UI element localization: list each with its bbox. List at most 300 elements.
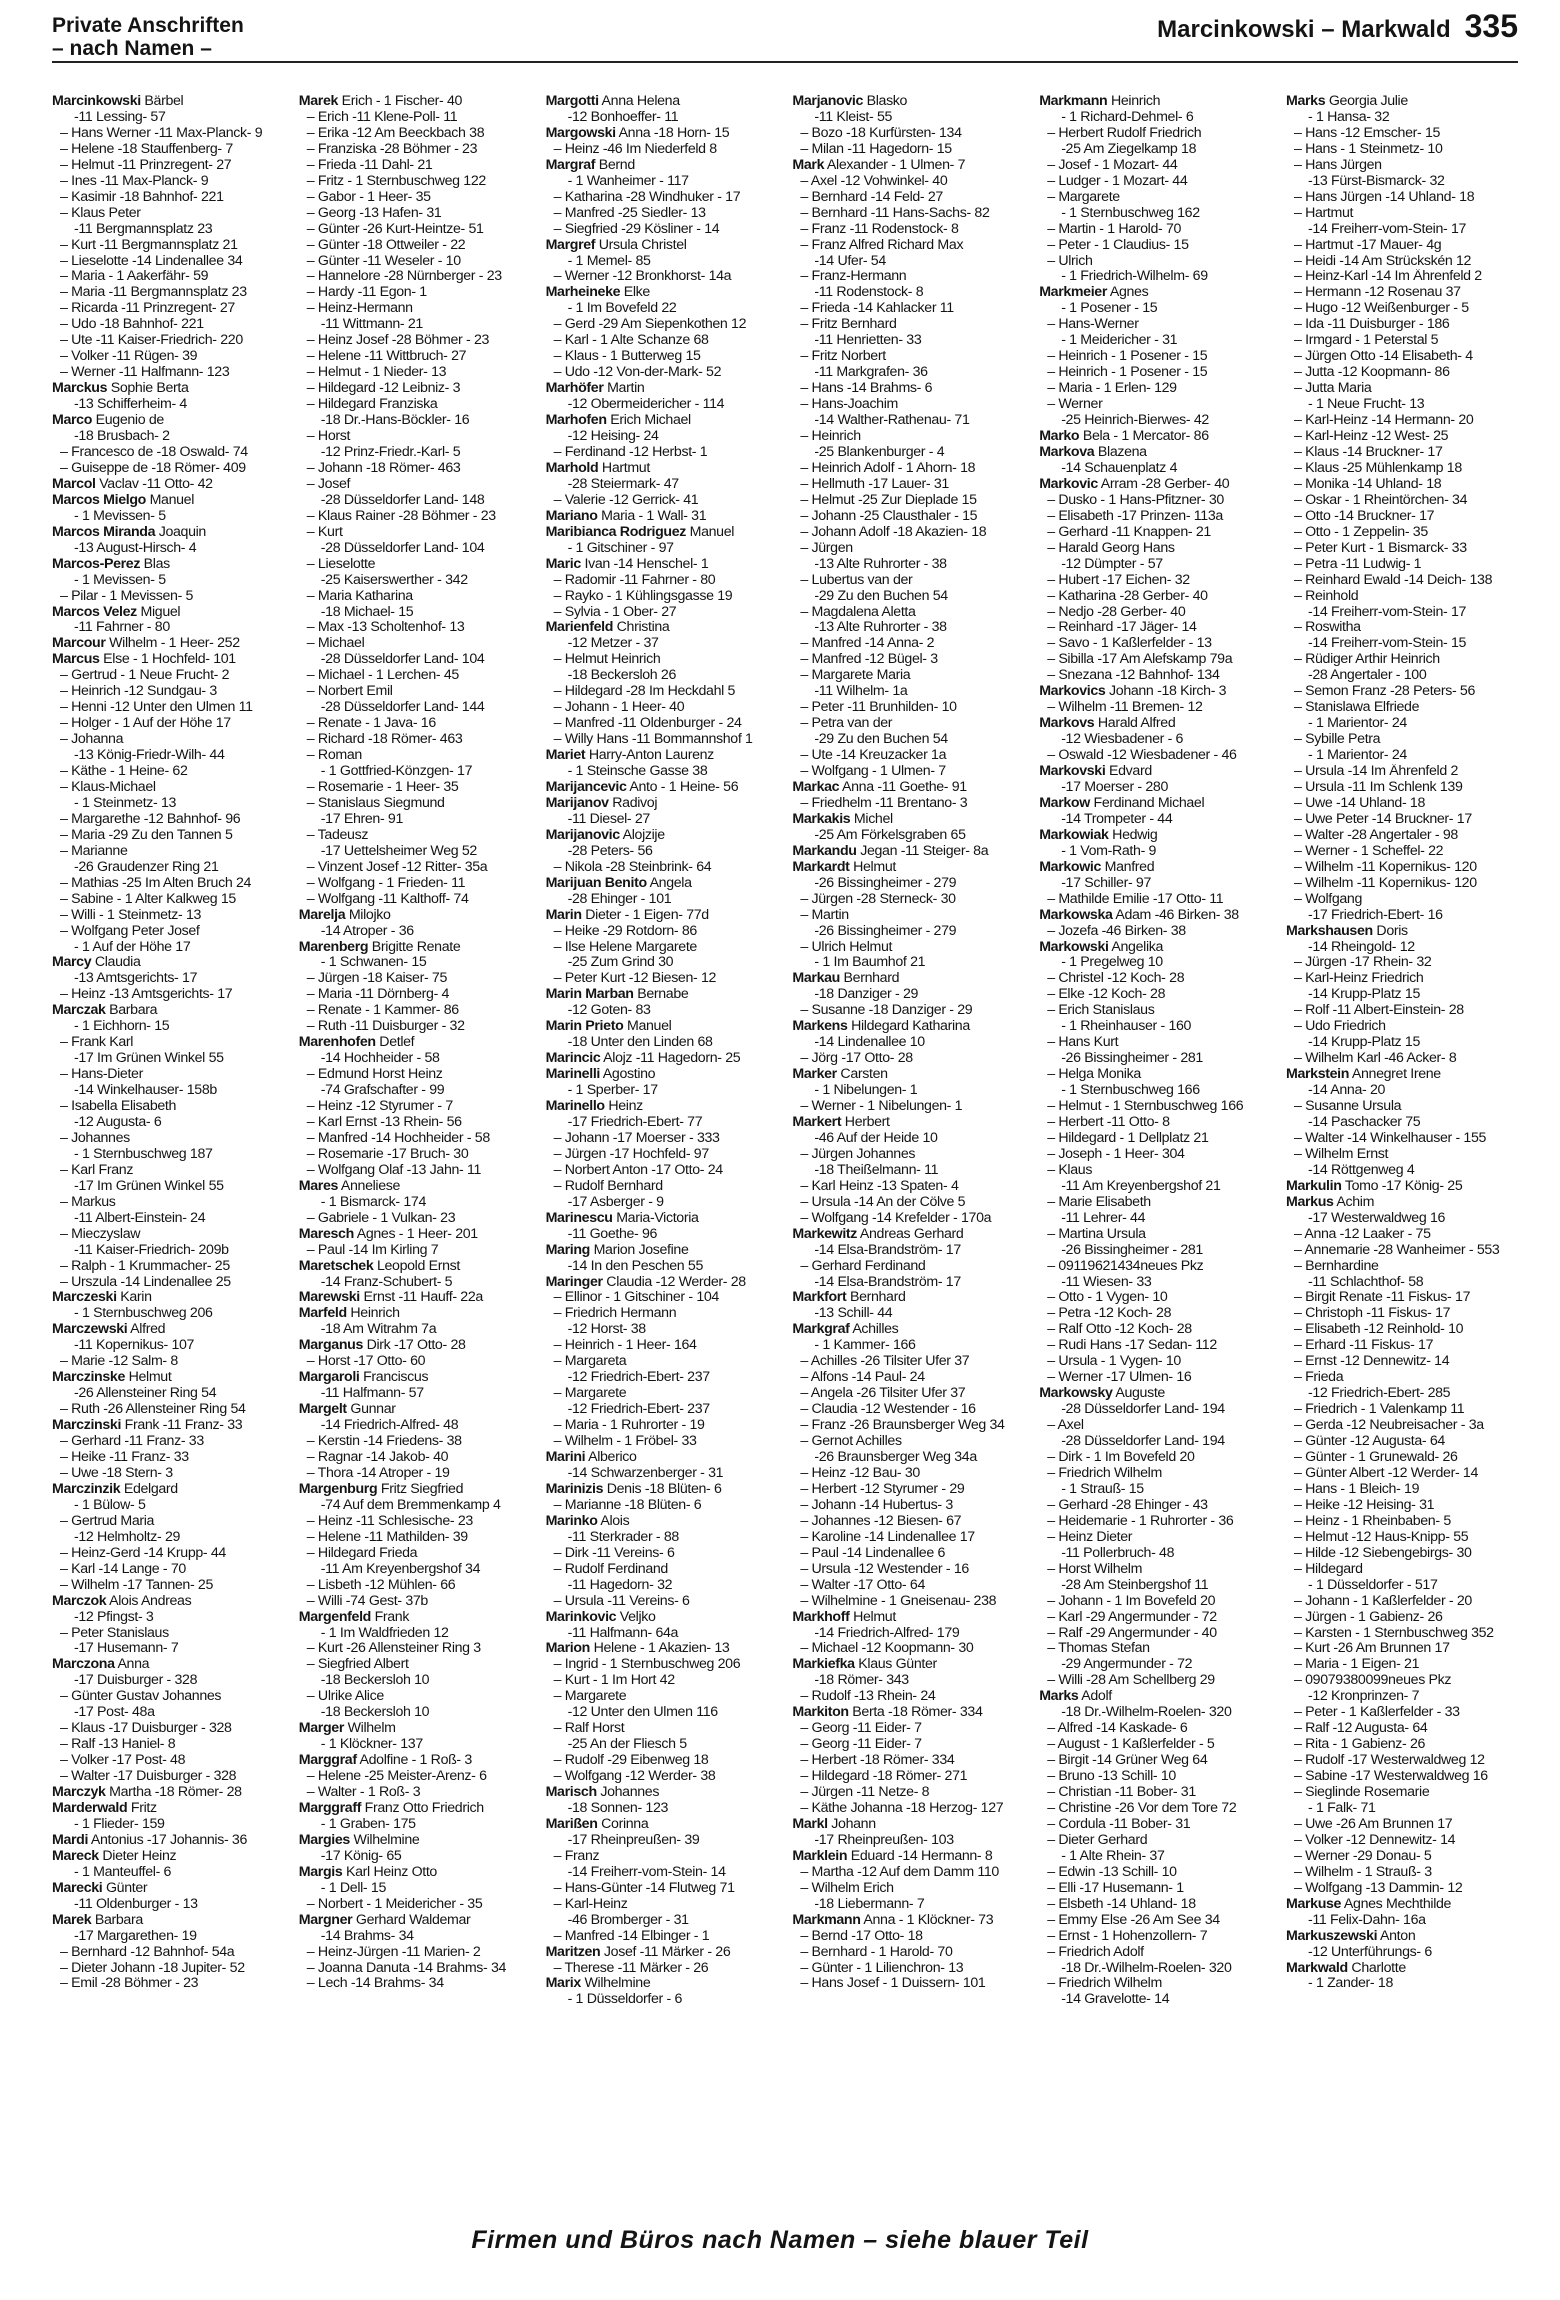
sub-entry: – Roman — [306, 748, 362, 764]
entry-details: Martin — [603, 381, 645, 397]
sub-entry: – Fritz - 1 Sternbuschweg 122 — [306, 173, 486, 189]
surname: Marcinkowski — [52, 94, 141, 109]
surname-entry — [546, 1641, 780, 1657]
surname-entry — [792, 1019, 1026, 1035]
surname: Markiton — [792, 1705, 849, 1721]
sub-entry: – Michael — [306, 636, 365, 652]
sub-entry: – Günter - 1 Lilienchron- 13 — [800, 1960, 964, 1976]
entry-details: Heinrich — [1107, 94, 1161, 109]
sub-entry: – Hans-Werner — [1047, 317, 1139, 333]
surname-entry — [299, 1259, 533, 1275]
entry-details: Hedwig — [1108, 827, 1158, 843]
listing-column-1 — [52, 94, 286, 2224]
address-continuation: -11 Albert-Einstein- 24 — [74, 1210, 206, 1226]
sub-entry: – Helene -18 Stauffenberg- 7 — [60, 141, 233, 157]
sub-entry: – Rudi Hans -17 Sedan- 112 — [1047, 1338, 1217, 1354]
sub-entry: – Paul -14 Lindenallee 6 — [800, 1545, 946, 1561]
sub-entry: – Ralf -13 Haniel- 8 — [60, 1737, 176, 1753]
address-continuation: -14 Schwarzenberger - 31 — [567, 1465, 724, 1481]
sub-entry: – Ralf Horst — [553, 1721, 625, 1737]
sub-entry: – Franz — [553, 1848, 600, 1864]
sub-entry: – Ragnar -14 Jakob- 40 — [306, 1450, 449, 1466]
sub-entry: – Hardy -11 Egon- 1 — [306, 285, 427, 301]
sub-entry: – Ilse Helene Margarete — [553, 939, 697, 955]
sub-entry: – Birgit -14 Grüner Weg 64 — [1047, 1753, 1208, 1769]
surname: Marini — [545, 1450, 586, 1466]
sub-entry: – Kurt - 1 Im Hort 42 — [553, 1673, 675, 1689]
address-continuation: -14 Elsa-Brandström- 17 — [814, 1242, 961, 1258]
entry-details: Ferdinand Michael — [1089, 795, 1205, 811]
address-continuation: -14 Röttgenweg 4 — [1307, 1162, 1415, 1178]
surname: Markovic — [1039, 476, 1098, 492]
sub-entry: – Helene -11 Wittbruch- 27 — [306, 349, 467, 365]
surname-entry — [546, 1211, 780, 1227]
sub-entry: – Horst — [306, 429, 351, 445]
address-continuation: -25 An der Fliesch 5 — [567, 1737, 687, 1753]
address-continuation: - 1 Bülow- 5 — [74, 1497, 146, 1513]
surname: Margenburg — [298, 1481, 378, 1497]
surname-entry — [52, 94, 286, 110]
entry-details: Brigitte Renate — [368, 939, 461, 955]
surname: Marhöfer — [545, 381, 604, 397]
entry-details: Helene - 1 Akazien- 13 — [590, 1641, 730, 1657]
entry-details: Alojzije — [619, 827, 665, 843]
sub-entry: – Achilles -26 Tilsiter Ufer 37 — [800, 1354, 970, 1370]
entry-details: Angela — [646, 875, 692, 891]
surname-entry — [1039, 94, 1273, 110]
sub-entry: – Gabriele - 1 Vulkan- 23 — [306, 1210, 456, 1226]
sub-entry: – Susanne -18 Danziger - 29 — [800, 1003, 973, 1019]
address-continuation: -14 Friedrich-Alfred- 179 — [814, 1625, 960, 1641]
sub-entry: – Werner - 1 Nibelungen- 1 — [800, 1099, 963, 1115]
address-continuation: -12 Kronprinzen- 7 — [1307, 1689, 1420, 1705]
entry-details: Elke — [620, 285, 650, 301]
surname-entry — [299, 940, 533, 956]
sub-entry: – Otto - 1 Vygen- 10 — [1047, 1290, 1168, 1306]
sub-entry: – Christian -11 Bober- 31 — [1047, 1785, 1196, 1801]
address-continuation: -12 Heising- 24 — [567, 429, 659, 445]
sub-entry: – Cordula -11 Bober- 31 — [1047, 1816, 1191, 1832]
surname: Markowski — [1039, 939, 1109, 955]
address-continuation: -18 Theißelmann- 11 — [814, 1162, 939, 1178]
entry-details: Ivan -14 Henschel- 1 — [580, 556, 709, 572]
sub-entry: – Manfred -12 Bügel- 3 — [800, 652, 938, 668]
sub-entry: – Jürgen -17 Rhein- 32 — [1293, 955, 1432, 971]
entry-details: Johannes — [596, 1785, 660, 1801]
address-continuation: -12 Friedrich-Ebert- 285 — [1307, 1386, 1451, 1402]
surname-entry — [52, 557, 286, 573]
entry-details: Barbara — [91, 1912, 143, 1928]
entry-details: Manuel — [686, 524, 735, 540]
sub-entry: – Georg -11 Eider- 7 — [800, 1737, 922, 1753]
sub-entry: – Monika -14 Uhland- 18 — [1293, 476, 1442, 492]
surname-entry — [52, 1003, 286, 1019]
sub-entry: – Kurt -26 Allensteiner Ring 3 — [306, 1641, 481, 1657]
surname-entry — [792, 1705, 1026, 1721]
sub-entry: – Hans Jürgen -14 Uhland- 18 — [1293, 189, 1475, 205]
page-number: 335 — [1464, 8, 1518, 44]
address-continuation: - 1 Mevissen- 5 — [74, 572, 166, 588]
sub-entry: – Maria - 1 Ruhrorter - 19 — [553, 1418, 705, 1434]
surname: Marißen — [545, 1816, 598, 1832]
sub-entry: – Rudolf -17 Westerwaldweg 12 — [1293, 1753, 1485, 1769]
address-continuation: -12 Unter den Ulmen 116 — [567, 1705, 718, 1721]
surname-entry — [52, 605, 286, 621]
sub-entry: – Mieczyslaw — [60, 1226, 141, 1242]
surname-entry — [52, 381, 286, 397]
address-continuation: - 1 Zander- 18 — [1307, 1976, 1393, 1992]
entry-details: Josef -11 Märker - 26 — [600, 1944, 731, 1960]
address-continuation: - 1 Alte Rhein- 37 — [1061, 1848, 1165, 1864]
sub-entry: – Martin - 1 Harold- 70 — [1047, 221, 1182, 237]
entry-details: Adam -46 Birken- 38 — [1112, 907, 1239, 923]
sub-entry: – Georg -13 Hafen- 31 — [306, 205, 442, 221]
surname: Marecki — [52, 1880, 103, 1896]
sub-entry: – Wilhelm Ernst — [1293, 1146, 1389, 1162]
header-rule — [52, 61, 1518, 63]
address-continuation: -12 Prinz-Friedr.-Karl- 5 — [320, 444, 461, 460]
sub-entry: – Alfons -14 Paul- 24 — [800, 1370, 925, 1386]
surname: Markens — [792, 1019, 848, 1035]
address-continuation: -18 Liebermann- 7 — [814, 1896, 925, 1912]
address-continuation: -18 Sonnen- 123 — [567, 1800, 669, 1816]
sub-entry: – Fritz Bernhard — [800, 317, 897, 333]
section-title: Private Anschriften — [52, 14, 244, 37]
surname-entry — [299, 1865, 533, 1881]
sub-entry: – Harald Georg Hans — [1047, 540, 1175, 556]
surname-entry — [546, 1450, 780, 1466]
address-continuation: - 1 Richard-Dehmel- 6 — [1061, 109, 1194, 125]
surname: Margelt — [298, 1402, 347, 1418]
surname: Marijancevic — [545, 779, 627, 795]
sub-entry: – Richard -18 Römer- 463 — [306, 732, 463, 748]
entry-details: Karin — [116, 1290, 152, 1306]
entry-details: Johann — [827, 1816, 876, 1832]
surname-entry — [52, 1482, 286, 1498]
address-continuation: -46 Auf der Heide 10 — [814, 1130, 938, 1146]
sub-entry: – Helene -25 Meister-Arenz- 6 — [306, 1769, 487, 1785]
entry-details: Radivoj — [608, 795, 658, 811]
sub-entry: – Karl-Heinz -12 West- 25 — [1293, 429, 1449, 445]
sub-entry: – Bruno -13 Schill- 10 — [1047, 1769, 1176, 1785]
sub-entry: – Jürgen Johannes — [800, 1146, 916, 1162]
sub-entry: – Walter -14 Winkelhauser - 155 — [1293, 1130, 1487, 1146]
sub-entry: – Emmy Else -26 Am See 34 — [1047, 1912, 1220, 1928]
sub-entry: – Uwe -18 Stern- 3 — [60, 1465, 173, 1481]
address-continuation: -12 Friedrich-Ebert- 237 — [567, 1370, 710, 1386]
surname: Marinizis — [545, 1481, 604, 1497]
sub-entry: – Frieda -11 Dahl- 21 — [306, 157, 433, 173]
surname-entry — [546, 509, 780, 525]
surname-entry — [52, 1913, 286, 1929]
sub-entry: – Günter Albert -12 Werder- 14 — [1293, 1465, 1479, 1481]
sub-entry: – Ellinor - 1 Gitschiner - 104 — [553, 1290, 719, 1306]
sub-entry: – Petra van der — [800, 716, 893, 732]
address-continuation: -29 Zu den Buchen 54 — [814, 588, 948, 604]
address-continuation: -14 Trompeter - 44 — [1061, 811, 1173, 827]
surname-entry — [546, 557, 780, 573]
sub-entry: – Wilhelm - 1 Fröbel- 33 — [553, 1434, 697, 1450]
address-continuation: - 1 Posener - 15 — [1061, 301, 1158, 317]
address-continuation: - 1 Auf der Höhe 17 — [74, 939, 191, 955]
sub-entry: – Stanislawa Elfriede — [1293, 700, 1420, 716]
surname-entry — [1286, 1929, 1520, 1945]
surname: Markus — [1285, 1194, 1334, 1210]
sub-entry: – Norbert - 1 Meidericher - 35 — [306, 1896, 483, 1912]
entry-details: Johann -18 Kirch- 3 — [1105, 684, 1227, 700]
surname: Margis — [298, 1864, 343, 1880]
address-continuation: -11 Am Kreyenbergshof 21 — [1061, 1178, 1221, 1194]
sub-entry: – Hans Werner -11 Max-Planck- 9 — [60, 125, 263, 141]
entry-details: Bernabe — [633, 987, 689, 1003]
sub-entry: – Kasimir -18 Bahnhof- 221 — [60, 189, 224, 205]
sub-entry: – Rita - 1 Gabienz- 26 — [1293, 1737, 1426, 1753]
address-continuation: -28 Am Steinbergshof 11 — [1061, 1577, 1209, 1593]
surname: Markuszewski — [1285, 1928, 1378, 1944]
sub-entry: – Maria - 1 Aakerfähr- 59 — [60, 269, 209, 285]
entry-details: Günter — [102, 1880, 148, 1896]
sub-entry: – Kerstin -14 Friedens- 38 — [306, 1434, 462, 1450]
address-continuation: -28 Düsseldorfer Land- 104 — [320, 540, 485, 556]
surname: Marewski — [298, 1290, 360, 1306]
surname: Marczona — [52, 1657, 115, 1673]
address-continuation: -12 Unterführungs- 6 — [1307, 1944, 1432, 1960]
entry-details: Doris — [1372, 923, 1408, 939]
entry-details: Claudia -12 Werder- 28 — [602, 1274, 746, 1290]
surname: Maribianca Rodriguez — [545, 524, 687, 540]
surname-entry — [299, 1370, 533, 1386]
entry-details: Ernst -11 Hauff- 22a — [359, 1290, 483, 1306]
sub-entry: – Rudolf -13 Rhein- 24 — [800, 1689, 936, 1705]
address-continuation: -28 Düsseldorfer Land- 148 — [320, 492, 485, 508]
address-continuation: -12 Obermeidericher - 114 — [567, 397, 725, 413]
address-continuation: -18 Michael- 15 — [320, 604, 414, 620]
address-continuation: -18 Brusbach- 2 — [74, 429, 170, 445]
entry-details: Agnes Mechthilde — [1341, 1896, 1452, 1912]
sub-entry: – Johanna — [60, 732, 124, 748]
sub-entry: – Ute -14 Kreuzacker 1a — [800, 748, 947, 764]
surname: Marinello — [545, 1099, 605, 1115]
surname: Mark — [792, 157, 825, 173]
sub-entry: – Jürgen -28 Sterneck- 30 — [800, 891, 956, 907]
sub-entry: – Rüdiger Arthir Heinrich — [1293, 652, 1440, 668]
sub-entry: – Heinrich -12 Sundgau- 3 — [60, 684, 217, 700]
section-subtitle: – nach Namen – — [52, 37, 212, 60]
sub-entry: – Friedrich - 1 Valenkamp 11 — [1293, 1402, 1465, 1418]
address-continuation: -13 Schifferheim- 4 — [74, 397, 187, 413]
surname: Marcour — [52, 636, 106, 652]
surname-entry — [546, 1051, 780, 1067]
entry-details: Vaclav -11 Otto- 42 — [95, 476, 213, 492]
surname-entry — [1039, 716, 1273, 732]
entry-details: Fritz — [127, 1800, 157, 1816]
sub-entry: – Lech -14 Brahms- 34 — [306, 1976, 444, 1992]
sub-entry: – Therese -11 Märker - 26 — [553, 1960, 709, 1976]
surname: Markuse — [1285, 1896, 1342, 1912]
surname: Markakis — [792, 811, 851, 827]
sub-entry: – Renate - 1 Kammer- 86 — [306, 1003, 459, 1019]
sub-entry: – Nedjo -28 Gerber- 40 — [1047, 604, 1186, 620]
address-continuation: - 1 Flieder- 159 — [74, 1816, 165, 1832]
sub-entry: – Günter -18 Ottweiler - 22 — [306, 237, 466, 253]
sub-entry: – Heinz -46 Im Niederfeld 8 — [553, 141, 717, 157]
surname-entry — [792, 1227, 1026, 1243]
sub-entry: – Jürgen - 1 Gabienz- 26 — [1293, 1609, 1443, 1625]
address-continuation: -14 In den Peschen 55 — [567, 1258, 704, 1274]
entry-details: Corinna — [597, 1816, 649, 1832]
surname: Marienfeld — [545, 620, 614, 636]
surname-entry — [299, 1179, 533, 1195]
address-continuation: -11 Bergmannsplatz 23 — [74, 221, 213, 237]
address-continuation: -28 Angertaler - 100 — [1307, 668, 1427, 684]
sub-entry: – Wolfgang - 1 Ulmen- 7 — [800, 764, 946, 780]
surname-entry — [1039, 940, 1273, 956]
entry-details: Anna - 1 Klöckner- 73 — [860, 1912, 994, 1928]
address-continuation: -18 Dr.-Hans-Böckler- 16 — [320, 413, 470, 429]
surname: Marczeski — [52, 1290, 117, 1306]
surname-entry — [1286, 1067, 1520, 1083]
sub-entry: – Werner -17 Ulmen- 16 — [1047, 1370, 1192, 1386]
sub-entry: – Uwe Peter -14 Bruckner- 17 — [1293, 811, 1472, 827]
entry-details: Franciscus — [359, 1370, 429, 1386]
surname-entry — [52, 652, 286, 668]
sub-entry: – Sybille Petra — [1293, 732, 1381, 748]
surname: Marenhofen — [298, 1035, 376, 1051]
address-continuation: -17 Husemann- 7 — [74, 1641, 179, 1657]
surname: Markshausen — [1285, 923, 1373, 939]
address-continuation: -14 Ufer- 54 — [814, 253, 886, 269]
surname: Maresch — [298, 1226, 354, 1242]
sub-entry: – Sieglinde Rosemarie — [1293, 1785, 1430, 1801]
sub-entry: – Valerie -12 Gerrick- 41 — [553, 492, 699, 508]
surname-entry — [546, 908, 780, 924]
sub-entry: – Jürgen Otto -14 Elisabeth- 4 — [1293, 349, 1473, 365]
address-continuation: -18 Dr.-Wilhelm-Roelen- 320 — [1061, 1705, 1232, 1721]
surname-entry — [1286, 1195, 1520, 1211]
address-continuation: - 1 Eichhorn- 15 — [74, 1019, 170, 1035]
entry-details: Harry-Anton Laurenz — [585, 748, 714, 764]
address-continuation: -12 Augusta- 6 — [74, 1115, 162, 1130]
sub-entry: – Heinz-Jürgen -11 Marien- 2 — [306, 1944, 481, 1960]
sub-entry: – Frieda -14 Kahlacker 11 — [800, 301, 954, 317]
surname: Margowski — [545, 125, 616, 141]
address-continuation: -14 Schauenplatz 4 — [1061, 460, 1178, 476]
sub-entry: – Heinz -11 Schlesische- 23 — [306, 1513, 473, 1529]
surname: Markl — [792, 1816, 828, 1832]
address-continuation: - 1 Falk- 71 — [1307, 1800, 1376, 1816]
sub-entry: – Manfred -14 Elbinger - 1 — [553, 1928, 710, 1944]
surname-entry — [1039, 908, 1273, 924]
surname-entry — [546, 381, 780, 397]
sub-entry: – Hilde -12 Siebengebirgs- 30 — [1293, 1545, 1472, 1561]
address-continuation: -18 Dr.-Wilhelm-Roelen- 320 — [1061, 1960, 1232, 1976]
sub-entry: – Heike -29 Rotdorn- 86 — [553, 923, 697, 939]
sub-entry: – Johann Adolf -18 Akazien- 18 — [800, 524, 987, 540]
address-continuation: -13 Fürst-Bismarck- 32 — [1307, 173, 1445, 189]
address-continuation: -14 Franz-Schubert- 5 — [320, 1274, 453, 1290]
listing-column-2 — [299, 94, 533, 2224]
entry-details: Wilhelmine — [580, 1976, 651, 1992]
sub-entry: – Volker -12 Dennewitz- 14 — [1293, 1832, 1456, 1848]
address-continuation: -11 Kleist- 55 — [814, 109, 893, 125]
sub-entry: – Norbert Anton -17 Otto- 24 — [553, 1162, 723, 1178]
sub-entry: – Erich -11 Klene-Poll- 11 — [306, 109, 458, 125]
sub-entry: – Elisabeth -12 Reinhold- 10 — [1293, 1322, 1464, 1338]
sub-entry: – Holger - 1 Auf der Höhe 17 — [60, 716, 231, 732]
sub-entry: – Katharina -28 Windhuker - 17 — [553, 189, 741, 205]
sub-entry: – Karl - 1 Alte Schanze 68 — [553, 333, 709, 349]
sub-entry: – Anna -12 Laaker - 75 — [1293, 1226, 1431, 1242]
sub-entry: – Walter -17 Otto- 64 — [800, 1577, 925, 1593]
sub-entry: – Ulrich — [1047, 253, 1093, 269]
sub-entry: – Ricarda -11 Prinzregent- 27 — [60, 301, 235, 317]
sub-entry: – Rolf -11 Albert-Einstein- 28 — [1293, 1003, 1464, 1019]
sub-entry: – Gabor - 1 Heer- 35 — [306, 189, 431, 205]
sub-entry: – Josef — [306, 476, 351, 492]
entry-details: Alberico — [585, 1450, 637, 1466]
sub-entry: – Snezana -12 Bahnhof- 134 — [1047, 668, 1220, 684]
sub-entry: – Peter - 1 Kaßlerfelder - 33 — [1293, 1705, 1460, 1721]
sub-entry: – Peter -11 Brunhilden- 10 — [800, 700, 957, 716]
surname-entry — [792, 780, 1026, 796]
sub-entry: – Wilhelm - 1 Strauß- 3 — [1293, 1864, 1432, 1880]
surname-entry — [1286, 1961, 1520, 1977]
sub-entry: – Ruth -26 Allensteiner Ring 54 — [60, 1402, 246, 1418]
address-continuation: -25 Heinrich-Bierwes- 42 — [1061, 413, 1209, 429]
surname-entry — [546, 1243, 780, 1259]
sub-entry: – Karl -14 Lange - 70 — [60, 1561, 186, 1577]
surname: Mariano — [545, 508, 598, 524]
entry-details: Anton — [1377, 1928, 1416, 1944]
sub-entry: – Johann -17 Moerser - 333 — [553, 1130, 720, 1146]
address-continuation: -14 Freiherr-vom-Stein- 17 — [1307, 604, 1467, 620]
surname-entry — [1286, 924, 1520, 940]
sub-entry: – Siegfried -29 Kösliner - 14 — [553, 221, 720, 237]
sub-entry: – Karoline -14 Lindenallee 17 — [800, 1529, 975, 1545]
sub-entry: – Sibilla -17 Am Alefskamp 79a — [1047, 652, 1233, 668]
surname-entry — [299, 94, 533, 110]
sub-entry: – Jürgen -11 Netze- 8 — [800, 1785, 930, 1801]
surname: Markowska — [1039, 907, 1113, 923]
sub-entry: – Ulrike Alice — [306, 1689, 384, 1705]
surname: Marderwald — [52, 1800, 128, 1816]
sub-entry: – Rayko - 1 Kühlingsgasse 19 — [553, 588, 733, 604]
sub-entry: – Wolfgang - 1 Frieden- 11 — [306, 875, 466, 891]
sub-entry: – Willi -74 Gest- 37b — [306, 1593, 428, 1609]
address-continuation: - 1 Dell- 15 — [320, 1880, 386, 1896]
sub-entry: – Maria - 1 Eigen- 21 — [1293, 1657, 1420, 1673]
sub-entry: – Helmut -12 Haus-Knipp- 55 — [1293, 1529, 1469, 1545]
sub-entry: – Rosemarie -17 Bruch- 30 — [306, 1146, 469, 1162]
sub-entry: – Wolfgang Peter Josef — [60, 923, 200, 939]
surname: Maritzen — [545, 1944, 601, 1960]
sub-entry: – Helga Monika — [1047, 1067, 1141, 1083]
sub-entry: – Marie Elisabeth — [1047, 1194, 1151, 1210]
address-continuation: -74 Grafschafter - 99 — [320, 1083, 445, 1099]
sub-entry: – Volker -11 Rügen- 39 — [60, 349, 198, 365]
surname-entry — [546, 876, 780, 892]
surname: Markau — [792, 971, 840, 987]
entry-details: Anneliese — [338, 1178, 401, 1194]
address-continuation: -14 Freiherr-vom-Stein- 17 — [1307, 221, 1467, 237]
sub-entry: – Margarete — [553, 1386, 627, 1402]
surname-entry — [1039, 828, 1273, 844]
surname-entry — [792, 94, 1026, 110]
sub-entry: – Karl-Heinz -14 Hermann- 20 — [1293, 413, 1474, 429]
address-continuation: -17 Asberger - 9 — [567, 1194, 664, 1210]
surname-entry — [52, 1418, 286, 1434]
sub-entry: – Wilhelm Erich — [800, 1880, 894, 1896]
